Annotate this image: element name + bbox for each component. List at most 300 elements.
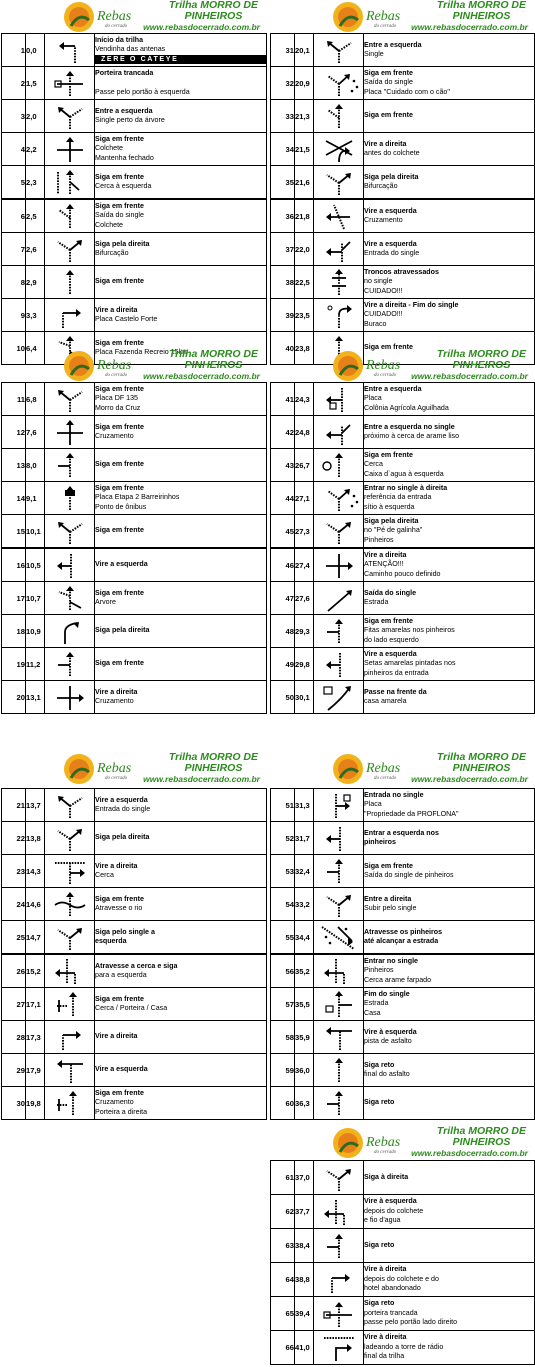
direction-cell [45,233,95,266]
route-table [1,33,267,365]
step-number: 12 [2,416,26,449]
table-row [271,67,535,100]
straight-sign-icon [45,482,95,514]
km-value: 0,0 [26,34,45,67]
instruction: Siga em frente [364,343,413,352]
km-value: 21,3 [295,100,314,133]
fork-left-icon [45,789,95,821]
website-url[interactable]: www.rebasdocerrado.com.br [143,774,260,784]
logo-subtext: do cerrado [374,373,397,378]
direction-cell [45,921,95,955]
direction-cell [45,822,95,855]
km-value: 14,6 [26,888,45,921]
turn-left-t-icon [314,822,364,854]
note-line: Single [364,50,384,58]
table-row [271,855,535,888]
table-row [271,199,535,233]
left-fence-icon [45,955,95,987]
table-row [271,1195,535,1229]
km-value: 15,2 [26,954,45,988]
instruction-cell [364,299,535,332]
step-number: 25 [2,921,26,955]
route-table [270,1160,535,1365]
note-line: Caminho pouco definido [364,569,441,578]
step-number: 37 [271,233,295,266]
note-line: Colchete [95,220,123,229]
direction-cell [314,789,364,822]
note-line: casa amarela [364,697,407,705]
logo-text: Rebas [366,358,401,373]
route-table [1,788,267,1120]
left-fence-icon [314,1196,364,1228]
km-value: 17,9 [26,1054,45,1087]
t-left-icon [314,1021,364,1053]
km-value: 20,9 [295,67,314,100]
note-line: depois do colchete [364,1206,424,1215]
instruction-cell [364,166,535,200]
instruction: Siga pelo single a [95,927,155,936]
table-row [271,888,535,921]
fork-right-icon [45,921,95,953]
instruction: Siga em frente [95,384,144,393]
instruction-cell [95,100,267,133]
fork-dots-icon [314,482,364,514]
instruction-cell [364,789,535,822]
instruction: Vire a esquerda [364,206,417,215]
instruction: Vire a esquerda [364,239,417,248]
step-number: 4 [2,133,26,166]
instruction-cell [364,416,535,449]
title-line-2: PINHEIROS [452,762,511,774]
km-value: 13,7 [26,789,45,822]
note-line: sítio à esquerda [364,502,415,511]
step-number: 56 [271,954,295,988]
instruction-cell [95,199,267,233]
step-number: 10 [2,332,26,365]
table-row [271,921,535,955]
instruction: Início da trilha [95,35,144,44]
direction-cell [314,1021,364,1054]
instruction: Siga em frente [95,460,144,469]
title-line-1: Trilha MORRO DE [436,0,526,11]
instruction: Vire a direita [95,861,138,870]
straight-river-icon [45,888,95,920]
instruction-cell [364,449,535,482]
route-title [169,0,258,22]
note-line: final da trilha [364,1352,405,1361]
km-value: 17,3 [26,1021,45,1054]
km-value: 2,6 [26,233,45,266]
table-row [2,921,267,955]
instruction-cell [95,67,267,100]
instruction: Entrar a esquerda nos [364,828,439,837]
note-line: Estrada [364,598,389,606]
step-number: 21 [2,789,26,822]
note-line: Atravesse o rio [95,904,143,912]
direction-cell [45,954,95,988]
route-title [437,752,526,774]
direction-cell [45,582,95,615]
enter-sign-icon [314,789,364,821]
logo [328,0,420,33]
instruction: Siga em frente [95,338,144,347]
note-line: depois do colchete e do [364,1274,439,1283]
table-row [271,133,535,166]
km-value: 38,8 [295,1263,314,1297]
km-value: 24,8 [295,416,314,449]
step-number: 52 [271,822,295,855]
website-url[interactable]: www.rebasdocerrado.com.br [411,22,528,32]
instruction: Siga em frente [95,134,144,143]
direction-cell [314,954,364,988]
km-value: 39,4 [295,1297,314,1331]
note-line: Single perto da árvore [95,116,165,124]
table-row [2,789,267,822]
step-number: 59 [271,1054,295,1087]
km-value: 26,7 [295,449,314,482]
instruction-cell [95,1087,267,1120]
table-row [2,1021,267,1054]
table-row [2,383,267,416]
instruction-cell [364,1087,535,1120]
table-row [271,681,535,714]
table-row [271,615,535,648]
note-line: Cerca à esquerda [95,182,152,190]
sheet-header [270,349,534,382]
note-line: Saída do single de pinheiros [364,871,454,879]
note-line: Placa [364,800,382,809]
km-value: 27,3 [295,515,314,549]
direction-cell [314,681,364,714]
note-line: ladeando a torre de rádio [364,1342,444,1351]
direction-cell [314,449,364,482]
instruction-cell [364,954,535,988]
step-number: 28 [2,1021,26,1054]
straight-left-icon [314,1230,364,1262]
instruction: Siga à direita [364,1172,409,1181]
km-value: 2,0 [26,100,45,133]
table-row [271,548,535,582]
turn-right-icon [45,299,95,331]
instruction: Vire a esquerda [95,1065,148,1074]
step-number: 44 [271,482,295,515]
note-line: Arvore [95,598,116,606]
step-number: 3 [2,100,26,133]
turn-left-t-icon [45,549,95,581]
instruction-cell [95,34,267,67]
table-row [2,67,267,100]
instruction-cell [95,383,267,416]
table-row [271,449,535,482]
left-cross-icon [314,200,364,232]
table-row [271,266,535,299]
website-url[interactable]: www.rebasdocerrado.com.br [411,371,528,381]
step-number: 53 [271,855,295,888]
km-value: 7,6 [26,416,45,449]
direction-cell [45,299,95,332]
instruction-cell [95,548,267,582]
instruction-cell [364,67,535,100]
instruction-cell [95,416,267,449]
instruction: Entre a direita [364,894,412,903]
title-line-1: Trilha MORRO DE [168,0,258,11]
straight-left-icon [314,855,364,887]
note-line: Colônia Agrícola Aguilhada [364,403,449,412]
direction-cell [314,1229,364,1263]
table-row [2,299,267,332]
table-row [271,1087,535,1120]
instruction: Vire a esquerda [95,795,148,804]
house-end-icon [314,988,364,1020]
instruction-cell [364,1021,535,1054]
table-row [2,681,267,714]
km-value: 30,1 [295,681,314,714]
km-value: 29,8 [295,648,314,681]
table-row [271,648,535,681]
instruction-cell [364,615,535,648]
turn-left-t-icon [314,648,364,680]
instruction-cell [95,299,267,332]
note-line: CUIDADO!!! [364,286,403,295]
note-line: Ponto de ônibus [95,502,147,511]
table-row [271,1021,535,1054]
sheet-header [270,752,534,785]
title-line-2: PINHEIROS [452,10,511,22]
instruction: Vire à direita [364,1265,407,1274]
right-hole-icon [314,299,364,331]
straight-icon [45,266,95,298]
direction-cell [314,1331,364,1365]
fork-left-icon [45,383,95,415]
note-line: "Propriedade da PROFLONA" [364,809,459,818]
direction-cell [45,548,95,582]
instruction-cell [364,1161,535,1195]
instruction: Entre a esquerda [364,384,422,393]
direction-cell [45,648,95,681]
note-line: antes do colchete [364,149,420,157]
instruction-cell [364,133,535,166]
note-line: Saída do single [364,78,413,87]
km-value: 14,3 [26,855,45,888]
step-number: 18 [2,615,26,648]
instruction: Vire a direita [95,687,138,696]
note-line: no "Pé de galinha" [364,526,423,535]
note-line: próximo à cerca de arame liso [364,432,460,440]
instruction-cell [95,515,267,549]
step-number: 66 [271,1331,295,1365]
note-line: do lado esquerdo [364,635,419,644]
step-number: 42 [271,416,295,449]
table-row [2,648,267,681]
direction-cell [45,482,95,515]
direction-cell [314,582,364,615]
direction-cell [314,921,364,955]
note-line: Caixa d`agua à esquerda [364,469,444,478]
fork-right-icon [314,166,364,198]
website-url[interactable]: www.rebasdocerrado.com.br [411,774,528,784]
fork-right-icon [314,888,364,920]
instruction-cell [364,648,535,681]
note-line: esquerda [95,937,127,945]
instruction-cell [95,855,267,888]
direction-cell [314,1087,364,1120]
logo-icon [59,0,151,33]
direction-cell [314,166,364,200]
logo [59,349,151,382]
table-row [271,34,535,67]
step-number: 57 [271,988,295,1021]
instruction: Vire a esquerda [95,560,148,569]
table-row [2,416,267,449]
step-number: 2 [2,67,26,100]
direction-cell [314,383,364,416]
table-row [271,822,535,855]
website-url[interactable]: www.rebasdocerrado.com.br [143,371,260,381]
km-value: 22,0 [295,233,314,266]
instruction: Siga em frente [95,483,144,492]
turn-right-icon [45,1021,95,1053]
instruction: Vire à esquerda [364,1197,417,1206]
straight-single-icon [45,200,95,232]
table-row [2,133,267,166]
instruction: Vire a direita [364,139,407,148]
table-row [271,1161,535,1195]
note-line: Cruzamento [364,216,403,224]
table-row [271,166,535,200]
website-url[interactable]: www.rebasdocerrado.com.br [411,1148,528,1158]
table-row [271,515,535,549]
cross-icon [45,133,95,165]
table-row [2,855,267,888]
note-line: Cruzamento [95,1098,134,1107]
direction-cell [45,1021,95,1054]
note-line: Morro da Cruz [95,403,141,412]
direction-cell [314,199,364,233]
km-value: 6,8 [26,383,45,416]
note-line: pista de asfalto [364,1037,412,1045]
table-row [2,582,267,615]
right-cross-icon [314,549,364,581]
km-value: 24,3 [295,383,314,416]
km-value: 21,8 [295,199,314,233]
km-value: 10,1 [26,515,45,549]
right-tower-icon [314,1332,364,1364]
step-number: 19 [2,648,26,681]
fork-left-icon [45,100,95,132]
note-line: porteira trancada [364,1308,418,1317]
title-line-2: PINHEIROS [184,359,243,371]
note-line: Pinheiros [364,966,394,975]
note-line: Placa DF 135 [95,394,138,403]
direction-cell [314,266,364,299]
table-row [2,1054,267,1087]
km-value: 22,5 [295,266,314,299]
direction-cell [45,515,95,549]
step-number: 54 [271,888,295,921]
note-line: no single [364,277,393,286]
instruction: Siga em frente [364,616,413,625]
instruction-cell [364,515,535,549]
direction-cell [45,67,95,100]
note-line: Pinheiros [364,535,394,544]
table-row [2,449,267,482]
website-url[interactable]: www.rebasdocerrado.com.br [143,22,260,32]
direction-cell [314,100,364,133]
step-number: 31 [271,34,295,67]
km-value: 11,2 [26,648,45,681]
instruction: Vire a direita [95,305,138,314]
step-number: 50 [271,681,295,714]
table-row [2,100,267,133]
direction-cell [45,383,95,416]
logo [328,349,420,382]
instruction: Entrar no single [364,956,418,965]
step-number: 16 [2,548,26,582]
step-number: 27 [2,988,26,1021]
note-line: pinheiros da entrada [364,668,429,677]
step-number: 20 [2,681,26,714]
note-line: Vendinha das antenas [95,45,166,54]
table-row [271,789,535,822]
direction-cell [314,548,364,582]
instruction-cell [95,648,267,681]
km-value: 38,4 [295,1229,314,1263]
note-line: Entrada do single [364,249,420,257]
note-line: Cerca [95,871,114,879]
instruction: Siga em frente [95,994,144,1003]
table-row [271,582,535,615]
note-line: CUIDADO!!! [364,310,403,319]
instruction-cell [364,1297,535,1331]
note-line: ATENÇÃO!!! [364,560,404,569]
km-value: 17,1 [26,988,45,1021]
instruction-cell [95,582,267,615]
title-line-1: Trilha MORRO DE [168,348,258,360]
step-number: 55 [271,921,295,955]
step-number: 65 [271,1297,295,1331]
instruction-cell [95,681,267,714]
straight-gate-icon [45,1087,95,1119]
table-row [271,1331,535,1365]
note-line: Cruzamento [95,697,134,705]
logo-subtext: do cerrado [105,776,128,781]
km-value: 10,7 [26,582,45,615]
direction-cell [314,1263,364,1297]
step-number: 48 [271,615,295,648]
step-number: 32 [271,67,295,100]
sheet-header [270,1126,534,1159]
left-single-icon [314,233,364,265]
direction-cell [45,133,95,166]
direction-cell [45,888,95,921]
instruction: Siga em frente [95,588,144,597]
instruction: Siga em frente [364,450,413,459]
sheet-header [270,0,534,33]
logo-icon [328,0,420,33]
instruction-cell [95,954,267,988]
note-line: Placa Fazenda Recreio 15km [95,348,189,356]
km-value: 1,5 [26,67,45,100]
gate-icon [45,67,95,99]
km-value: 10,5 [26,548,45,582]
route-title [437,0,526,22]
note-line: referência da entrada [364,493,432,502]
step-number: 38 [271,266,295,299]
step-number: 26 [2,954,26,988]
instruction-cell [95,988,267,1021]
step-number: 24 [2,888,26,921]
instruction-cell [364,1195,535,1229]
